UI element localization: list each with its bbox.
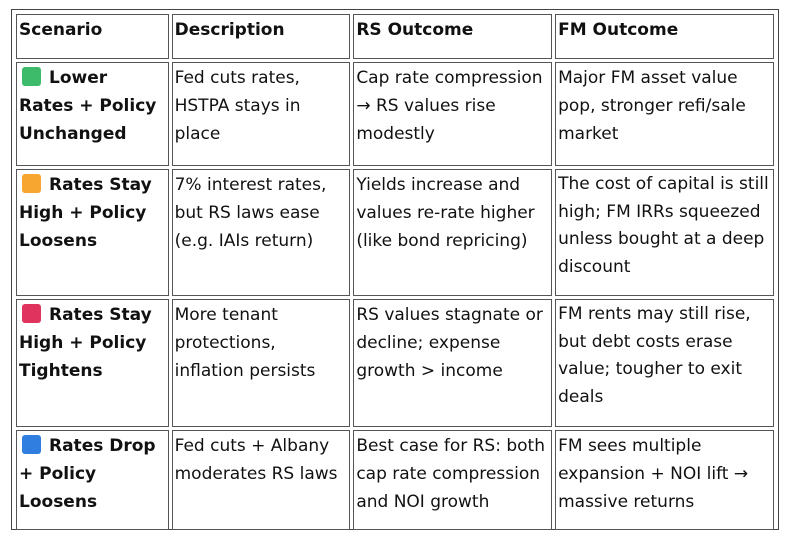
- header-fm-outcome: FM Outcome: [555, 14, 774, 59]
- red-square-icon: [22, 304, 41, 323]
- description-cell: More tenant protections, inflation persists: [172, 299, 351, 427]
- rs-outcome-cell: Best case for RS: both cap rate compression and NOI growth: [353, 430, 552, 530]
- description-cell: Fed cuts + Albany moderates RS laws: [172, 430, 351, 530]
- table-row: [16, 430, 774, 530]
- green-square-icon: [22, 67, 41, 86]
- blue-square-icon: [22, 435, 41, 454]
- fm-outcome-cell: FM rents may still rise, but debt costs erase value; tougher to exit deals: [555, 299, 774, 427]
- scenario-table: [13, 11, 777, 533]
- scenario-cell: [16, 299, 169, 427]
- fm-outcome-cell: FM sees multiple expansion + NOI lift → massive returns: [555, 430, 774, 530]
- table-row: [16, 299, 774, 427]
- table-row: [16, 169, 774, 296]
- header-rs-outcome: RS Outcome: [353, 14, 552, 59]
- scenario-cell: [16, 430, 169, 530]
- scenario-label: Rates Stay High + Policy Tightens: [19, 305, 152, 381]
- description-cell: 7% interest rates, but RS laws ease (e.g. IAIs return): [172, 169, 351, 296]
- rs-outcome-cell: Cap rate compression → RS values rise modestly: [353, 62, 552, 166]
- orange-square-icon: [22, 174, 41, 193]
- scenario-label: Rates Stay High + Policy Loosens: [19, 175, 152, 251]
- header-description: Description: [172, 14, 351, 59]
- header-scenario: Scenario: [16, 14, 169, 59]
- fm-outcome-cell: Major FM asset value pop, stronger refi/sale market: [555, 62, 774, 166]
- scenario-cell: [16, 169, 169, 296]
- header-row: [16, 14, 774, 59]
- scenario-label: Lower Rates + Policy Unchanged: [19, 68, 157, 144]
- rs-outcome-cell: Yields increase and values re-rate higher (like bond repricing): [353, 169, 552, 296]
- scenario-label: Rates Drop + Policy Loosens: [19, 436, 156, 512]
- table-row: [16, 62, 774, 166]
- fm-outcome-cell: The cost of capital is still high; FM IRRs squeezed unless bought at a deep discount: [555, 169, 774, 296]
- scenario-cell: [16, 62, 169, 166]
- description-cell: Fed cuts rates, HSTPA stays in place: [172, 62, 351, 166]
- rs-outcome-cell: RS values stagnate or decline; expense growth > income: [353, 299, 552, 427]
